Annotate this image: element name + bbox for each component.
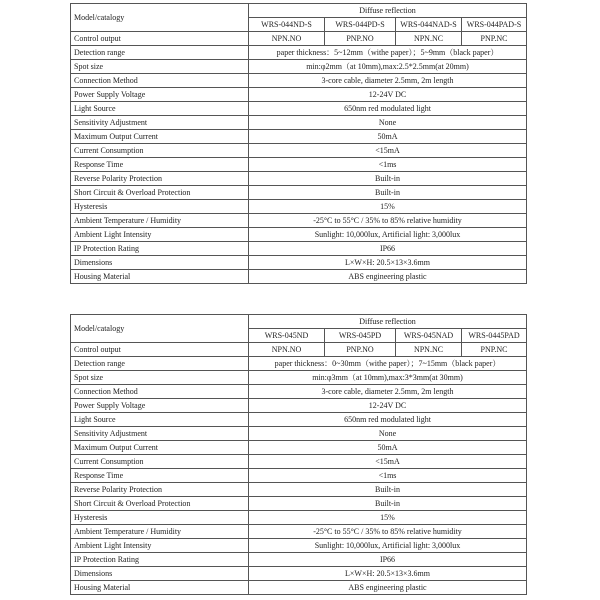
- row-value: 3-core cable, diameter 2.5mm, 2m length: [249, 385, 527, 399]
- row-label: Ambient Temperature / Humidity: [71, 525, 249, 539]
- group-header: Diffuse reflection: [249, 315, 527, 329]
- row-value: min:φ3mm（at 10mm),max:3*3mm(at 30mm): [249, 371, 527, 385]
- row-label: IP Protection Rating: [71, 553, 249, 567]
- spec-row: [71, 427, 527, 441]
- row-value: 650nm red modulated light: [249, 102, 527, 116]
- spec-table-body: [71, 315, 527, 595]
- row-label: Control output: [71, 32, 249, 46]
- row-label: Connection Method: [71, 74, 249, 88]
- output-type: NPN.NO: [249, 32, 325, 46]
- row-value: Sunlight: 10,000lux, Artificial light: 3,000lux: [249, 539, 527, 553]
- spec-row: [71, 469, 527, 483]
- row-value: 12-24V DC: [249, 88, 527, 102]
- output-type: PNP.NC: [462, 343, 527, 357]
- control-output-row: [71, 32, 527, 46]
- output-type: PNP.NO: [325, 343, 396, 357]
- row-value: 12-24V DC: [249, 399, 527, 413]
- row-value: -25°C to 55°C / 35% to 85% relative humidity: [249, 525, 527, 539]
- row-label: Detection range: [71, 46, 249, 60]
- row-value: ABS engineering plastic: [249, 270, 527, 284]
- header-row: [71, 4, 527, 18]
- row-value: L×W×H: 20.5×13×3.6mm: [249, 256, 527, 270]
- model-name: WRS-045PD: [325, 329, 396, 343]
- spec-table-wrs-045: [70, 314, 527, 595]
- model-name: WRS-044PD-S: [325, 18, 396, 32]
- row-value: ABS engineering plastic: [249, 581, 527, 595]
- spec-row: [71, 74, 527, 88]
- row-value: 50mA: [249, 130, 527, 144]
- spec-row: [71, 539, 527, 553]
- spec-row: [71, 511, 527, 525]
- row-label: Dimensions: [71, 567, 249, 581]
- row-value: paper thickness：0~30mm（withe paper）；7~15mm（black paper）: [249, 357, 527, 371]
- row-value: 650nm red modulated light: [249, 413, 527, 427]
- model-name: WRS-044PAD-S: [462, 18, 527, 32]
- row-value: IP66: [249, 242, 527, 256]
- row-label: Response Time: [71, 158, 249, 172]
- row-value: None: [249, 116, 527, 130]
- row-label: Control output: [71, 343, 249, 357]
- model-name: WRS-0445PAD: [462, 329, 527, 343]
- model-name: WRS-044NAD-S: [396, 18, 462, 32]
- row-value: Built-in: [249, 172, 527, 186]
- row-label: Connection Method: [71, 385, 249, 399]
- row-value: <1ms: [249, 158, 527, 172]
- model-name: WRS-045NAD: [396, 329, 462, 343]
- row-value: <15mA: [249, 144, 527, 158]
- row-value: Built-in: [249, 483, 527, 497]
- spec-row: [71, 88, 527, 102]
- spec-row: [71, 228, 527, 242]
- row-label: Reverse Polarity Protection: [71, 172, 249, 186]
- row-value: L×W×H: 20.5×13×3.6mm: [249, 567, 527, 581]
- spec-row: [71, 242, 527, 256]
- spec-row: [71, 483, 527, 497]
- output-type: NPN.NC: [396, 343, 462, 357]
- row-value: Built-in: [249, 186, 527, 200]
- model-name: WRS-044ND-S: [249, 18, 325, 32]
- row-label: Short Circuit & Overload Protection: [71, 186, 249, 200]
- row-value: Sunlight: 10,000lux, Artificial light: 3,000lux: [249, 228, 527, 242]
- row-label: Response Time: [71, 469, 249, 483]
- row-value: 50mA: [249, 441, 527, 455]
- model-name: WRS-045ND: [249, 329, 325, 343]
- spec-row: [71, 497, 527, 511]
- row-label: Light Source: [71, 102, 249, 116]
- row-value: IP66: [249, 553, 527, 567]
- spec-row: [71, 567, 527, 581]
- row-label: Maximum Output Current: [71, 441, 249, 455]
- row-label: Power Supply Voltage: [71, 399, 249, 413]
- row-value: paper thickness：5~12mm（withe paper）；5~9mm（black paper）: [249, 46, 527, 60]
- spec-table-body: [71, 4, 527, 284]
- row-label: Sensitivity Adjustment: [71, 116, 249, 130]
- control-output-row: [71, 343, 527, 357]
- group-header: Diffuse reflection: [249, 4, 527, 18]
- row-label: IP Protection Rating: [71, 242, 249, 256]
- spec-table-wrs-044: [70, 3, 527, 284]
- spec-row: [71, 455, 527, 469]
- row-value: -25°C to 55°C / 35% to 85% relative humidity: [249, 214, 527, 228]
- spec-row: [71, 525, 527, 539]
- row-label: Housing Material: [71, 270, 249, 284]
- row-label: Detection range: [71, 357, 249, 371]
- spec-row: [71, 441, 527, 455]
- spec-row: [71, 172, 527, 186]
- row-label: Power Supply Voltage: [71, 88, 249, 102]
- spec-row: [71, 200, 527, 214]
- row-value: <1ms: [249, 469, 527, 483]
- row-value: None: [249, 427, 527, 441]
- row-label: Current Consumption: [71, 144, 249, 158]
- spec-row: [71, 46, 527, 60]
- row-value: Built-in: [249, 497, 527, 511]
- row-label: Hysteresis: [71, 511, 249, 525]
- spec-row: [71, 144, 527, 158]
- spec-row: [71, 385, 527, 399]
- spec-row: [71, 371, 527, 385]
- spec-row: [71, 60, 527, 74]
- spec-row: [71, 357, 527, 371]
- row-label: Spot size: [71, 371, 249, 385]
- row-value: min:φ2mm（at 10mm),max:2.5*2.5mm(at 20mm): [249, 60, 527, 74]
- row-label: Short Circuit & Overload Protection: [71, 497, 249, 511]
- output-type: NPN.NC: [396, 32, 462, 46]
- output-type: PNP.NO: [325, 32, 396, 46]
- row-value: 15%: [249, 200, 527, 214]
- output-type: PNP.NC: [462, 32, 527, 46]
- row-label: Current Consumption: [71, 455, 249, 469]
- row-label: Maximum Output Current: [71, 130, 249, 144]
- row-label: Sensitivity Adjustment: [71, 427, 249, 441]
- spec-row: [71, 116, 527, 130]
- spec-row: [71, 399, 527, 413]
- spec-row: [71, 581, 527, 595]
- row-label: Dimensions: [71, 256, 249, 270]
- catalog-label: Model/catalogy: [71, 4, 249, 32]
- spec-row: [71, 130, 527, 144]
- spec-row: [71, 256, 527, 270]
- row-label: Ambient Light Intensity: [71, 228, 249, 242]
- row-value: 15%: [249, 511, 527, 525]
- spec-row: [71, 214, 527, 228]
- row-label: Ambient Light Intensity: [71, 539, 249, 553]
- row-label: Hysteresis: [71, 200, 249, 214]
- row-value: <15mA: [249, 455, 527, 469]
- row-label: Spot size: [71, 60, 249, 74]
- catalog-label: Model/catalogy: [71, 315, 249, 343]
- spec-row: [71, 413, 527, 427]
- spec-row: [71, 158, 527, 172]
- row-value: 3-core cable, diameter 2.5mm, 2m length: [249, 74, 527, 88]
- row-label: Light Source: [71, 413, 249, 427]
- spec-row: [71, 553, 527, 567]
- spec-row: [71, 102, 527, 116]
- spec-row: [71, 270, 527, 284]
- row-label: Ambient Temperature / Humidity: [71, 214, 249, 228]
- row-label: Housing Material: [71, 581, 249, 595]
- row-label: Reverse Polarity Protection: [71, 483, 249, 497]
- header-row: [71, 315, 527, 329]
- spec-row: [71, 186, 527, 200]
- output-type: NPN.NO: [249, 343, 325, 357]
